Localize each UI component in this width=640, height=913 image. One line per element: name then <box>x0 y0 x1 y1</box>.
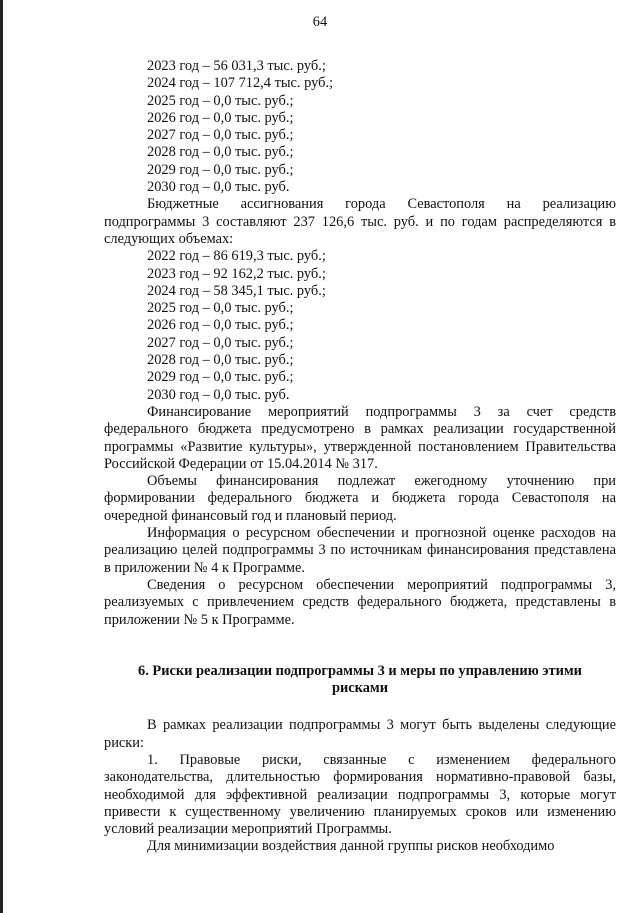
year-line: 2028 год – 0,0 тыс. руб.; <box>147 352 294 369</box>
paragraph-federal <box>104 404 616 473</box>
year-line: 2029 год – 0,0 тыс. руб.; <box>147 369 294 386</box>
year-line: 2028 год – 0,0 тыс. руб.; <box>147 144 294 161</box>
year-line: 2030 год – 0,0 тыс. руб. <box>147 386 290 403</box>
paragraph-budget-text: Бюджетные ассигнования города Севастополя на реализацию подпрограммы 3 составляют 237 126,6 тыс. руб. и по годам распределяются в следующих объемах: <box>104 196 616 247</box>
paragraph-svedeniya <box>104 577 616 629</box>
scan-edge <box>0 0 3 913</box>
year-line: 2027 год – 0,0 тыс. руб.; <box>147 127 294 144</box>
paragraph-volumes-text: Объемы финансирования подлежат ежегодному уточнению при формировании федерального бюджета и бюджета города Севастополя на очередной финансовый год и плановый период. <box>104 473 616 524</box>
year-line: 2023 год – 92 162,2 тыс. руб.; <box>147 265 326 282</box>
paragraph-risks-intro-text: В рамках реализации подпрограммы 3 могут быть выделены следующие риски: <box>104 717 616 751</box>
section-heading <box>104 663 616 698</box>
year-line: 2026 год – 0,0 тыс. руб.; <box>147 109 294 126</box>
year-line: 2024 год – 58 345,1 тыс. руб.; <box>147 282 326 299</box>
paragraph-volumes <box>104 473 616 525</box>
year-line: 2025 год – 0,0 тыс. руб.; <box>147 92 294 109</box>
section-heading-line: рисками <box>331 680 389 697</box>
paragraph-risks-intro <box>104 717 616 752</box>
paragraph-minimize-text: Для минимизации воздействия данной группы рисков необходимо <box>147 838 555 855</box>
year-line: 2025 год – 0,0 тыс. руб.; <box>147 300 294 317</box>
year-line: 2022 год – 86 619,3 тыс. руб.; <box>147 248 326 265</box>
year-line: 2030 год – 0,0 тыс. руб. <box>147 179 290 196</box>
year-line: 2023 год – 56 031,3 тыс. руб.; <box>147 58 326 74</box>
paragraph-budget <box>104 196 616 248</box>
year-line: 2024 год – 107 712,4 тыс. руб.; <box>147 75 334 92</box>
section-heading-line: 6. Риски реализации подпрограммы 3 и меры по управлению этими <box>138 662 582 679</box>
paragraph-info <box>104 525 616 577</box>
paragraph-federal-text: Финансирование мероприятий подпрограммы 3 за счет средств федерального бюджета предусмотрено в рамках реализации государственной программы «Развитие культуры», утвержденной постановлением Правительства Российской Федерации от 15.04.2014 № 317. <box>104 403 616 472</box>
paragraph-minimize <box>104 838 616 855</box>
year-line: 2029 год – 0,0 тыс. руб.; <box>147 161 294 178</box>
spacer <box>104 697 616 717</box>
paragraph-info-text: Информация о ресурсном обеспечении и прогнозной оценке расходов на реализацию целей подпрограммы 3 по источникам финансирования представлена в приложении № 4 к Программе. <box>104 525 616 576</box>
paragraph-svedeniya-text: Сведения о ресурсном обеспечении мероприятий подпрограммы 3, реализуемых с привлечением средств федерального бюджета, представлены в приложении № 5 к Программе. <box>104 576 616 628</box>
page-content <box>104 58 616 856</box>
paragraph-risk-1 <box>104 752 616 838</box>
page-number: 64 <box>312 14 328 30</box>
year-line: 2026 год – 0,0 тыс. руб.; <box>147 317 294 334</box>
spacer <box>104 629 616 663</box>
year-line: 2027 год – 0,0 тыс. руб.; <box>147 334 294 351</box>
paragraph-risk-1-text: 1. Правовые риски, связанные с изменением федерального законодательства, длительностью формирования нормативно-правовой базы, необходимой для эффективной реализации подпрограммы 3, которые могут привести к существенному увеличению планируемых сроков или изменению условий реализации мероприятий Программы. <box>104 751 616 838</box>
